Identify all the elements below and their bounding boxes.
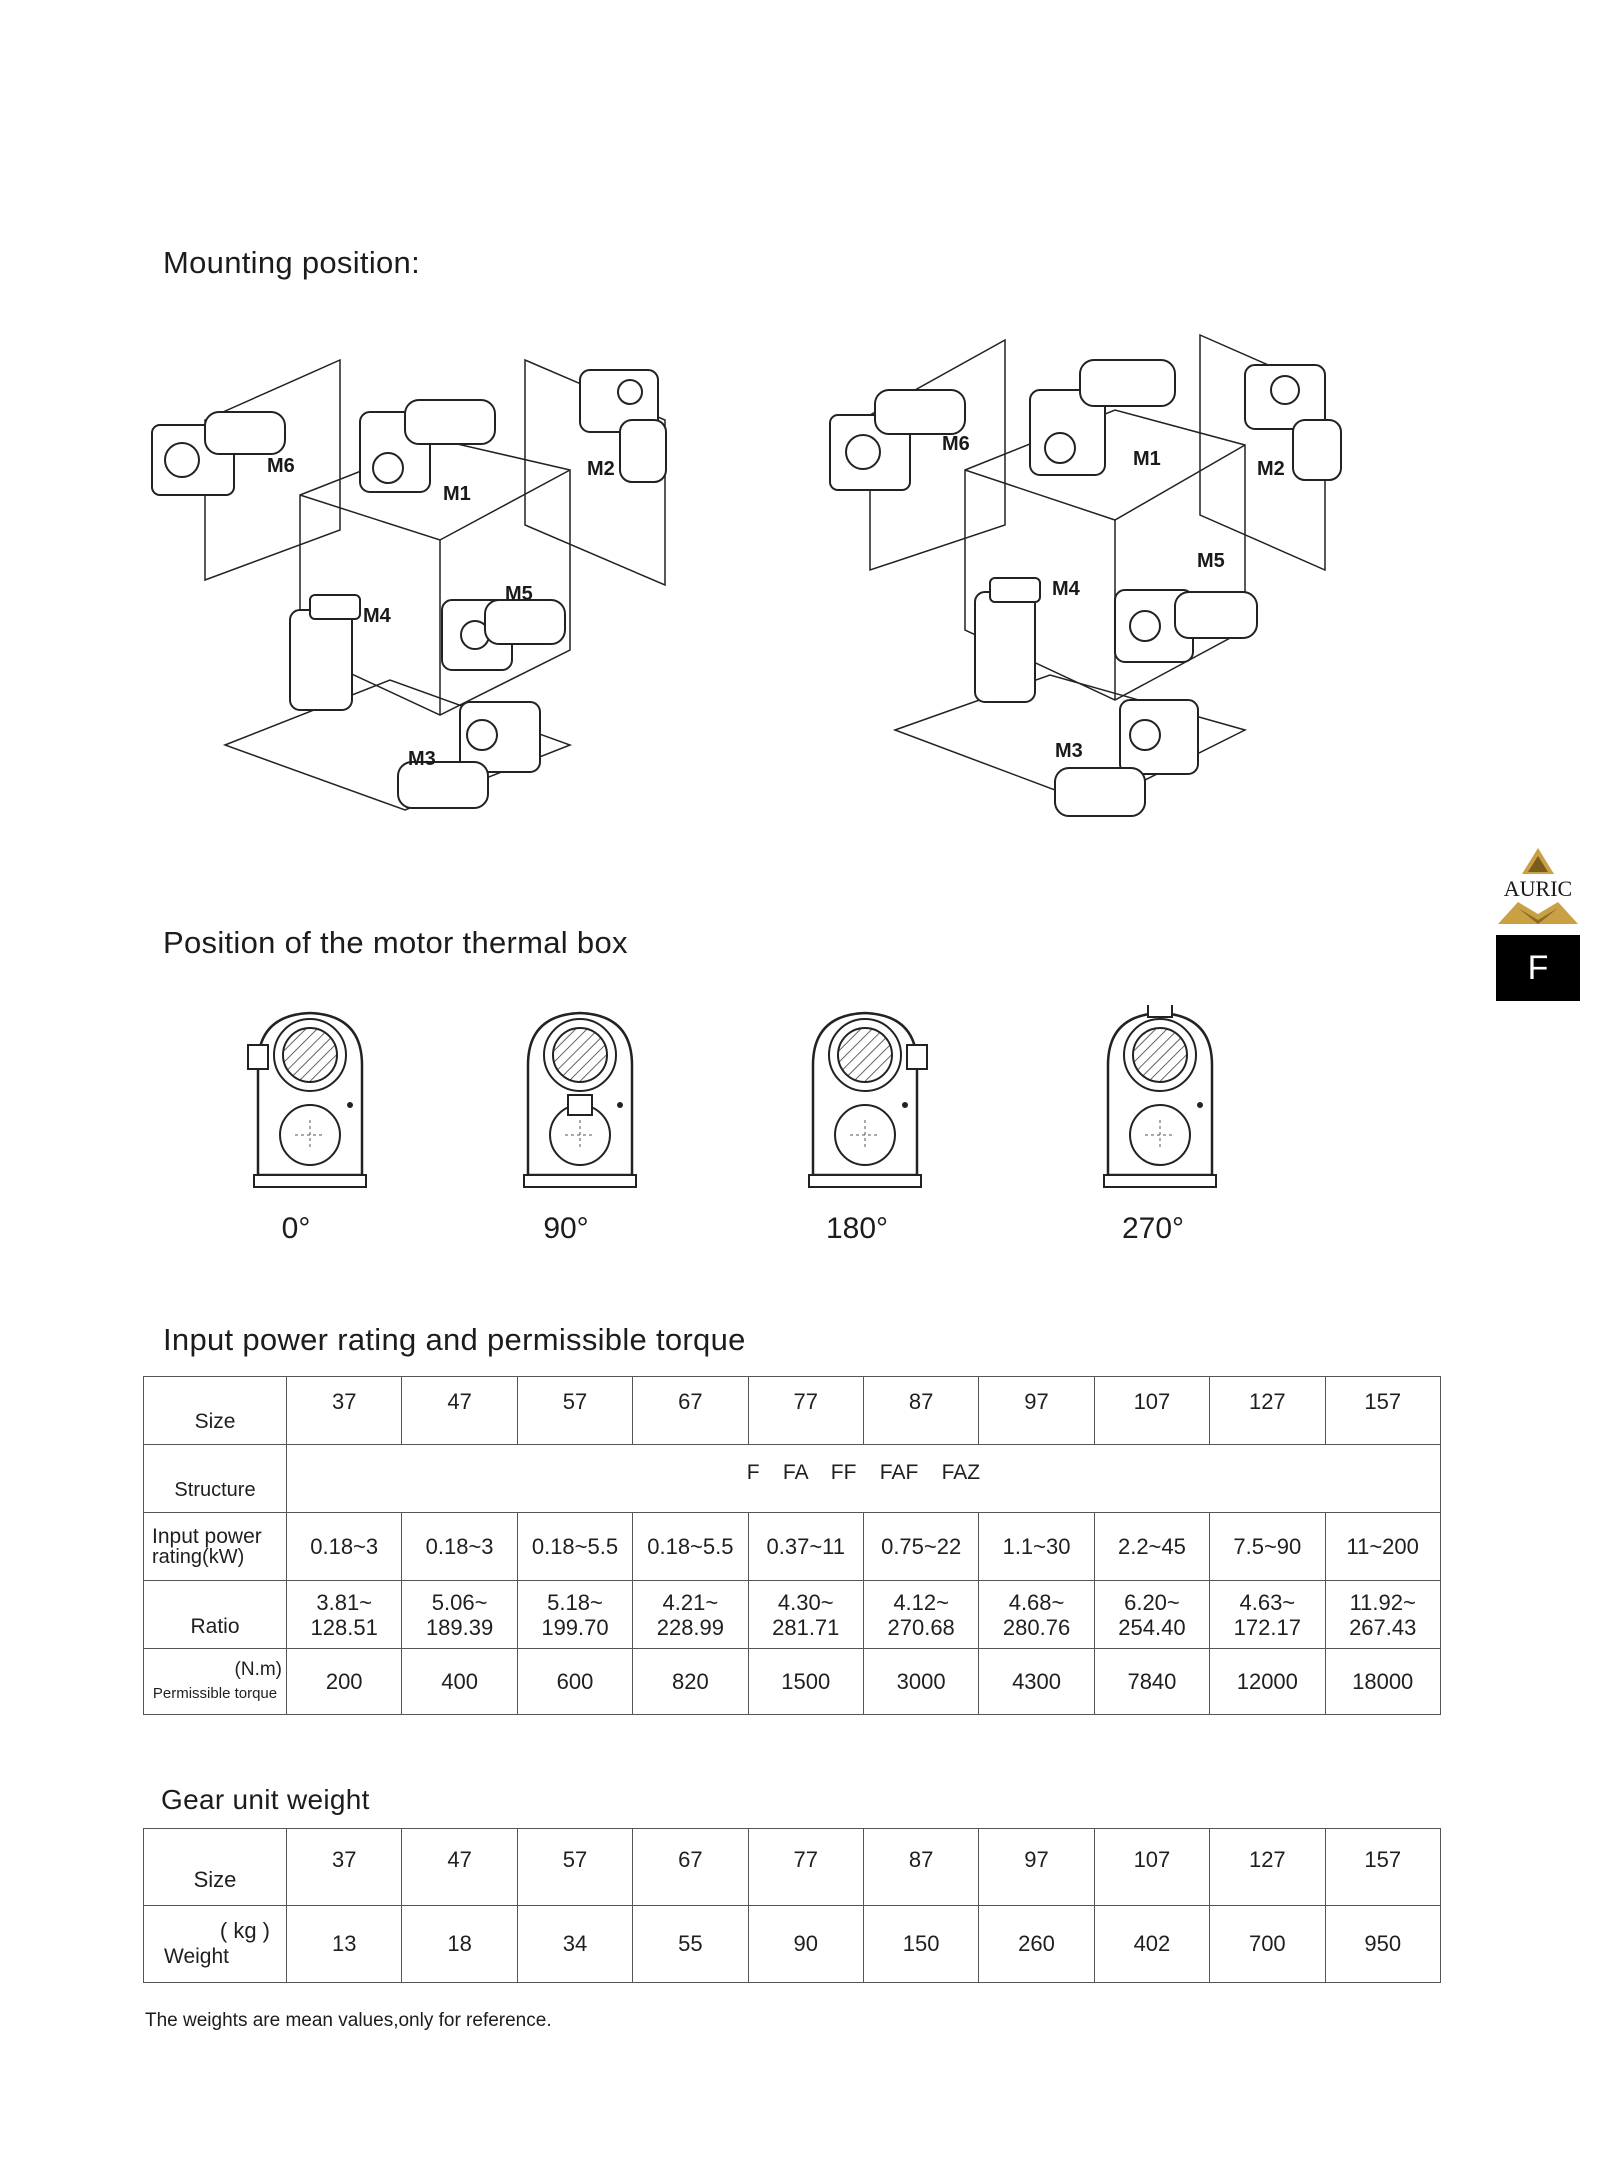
thermal-180 (809, 1013, 927, 1187)
torque-cell: 1500 (748, 1649, 863, 1715)
mount-label-m3: M3 (1055, 740, 1083, 762)
torque-cell: 7840 (1094, 1649, 1209, 1715)
power-rating-table (143, 1376, 1441, 1715)
input-power-cell: 1.1~30 (979, 1513, 1094, 1581)
weight-cell: 13 (287, 1906, 402, 1983)
structure-cell: F FA FF FAF FAZ (287, 1445, 1441, 1513)
weight-size-row (144, 1829, 1441, 1906)
mount-label-m3: M3 (408, 748, 436, 770)
input-power-cell: 2.2~45 (1094, 1513, 1209, 1581)
ratio-cell: 4.30~ 281.71 (748, 1581, 863, 1649)
weight-cell: 260 (979, 1906, 1094, 1983)
weight-row (144, 1906, 1441, 1983)
thermal-270 (1104, 1005, 1216, 1187)
weight-cell: 700 (1210, 1906, 1325, 1983)
mount-label-m6: M6 (267, 455, 295, 477)
angle-180: 180° (825, 1212, 889, 1245)
input-power-header: Input power rating(kW) (144, 1513, 287, 1581)
ratio-cell: 5.18~ 199.70 (517, 1581, 632, 1649)
size-row (144, 1377, 1441, 1445)
weight-size-cell: 97 (979, 1829, 1094, 1906)
weight-cell: 18 (402, 1906, 517, 1983)
mount-label-m1: M1 (1133, 448, 1161, 470)
size-cell: 37 (287, 1377, 402, 1445)
brand-name: AURIC (1503, 876, 1573, 901)
angle-270: 270° (1121, 1212, 1185, 1245)
size-cell: 157 (1325, 1377, 1440, 1445)
structure-header: Structure (144, 1445, 287, 1513)
input-power-row (144, 1513, 1441, 1581)
size-cell: 67 (633, 1377, 748, 1445)
mount-label-m2: M2 (1257, 458, 1285, 480)
torque-cell: 4300 (979, 1649, 1094, 1715)
mount-label-m5: M5 (505, 583, 533, 605)
thermal-box-diagrams (240, 1005, 1260, 1195)
ratio-cell: 4.21~ 228.99 (633, 1581, 748, 1649)
heading-mounting-position: Mounting position: (163, 245, 421, 280)
weight-cell: 950 (1325, 1906, 1440, 1983)
input-power-cell: 11~200 (1325, 1513, 1440, 1581)
weight-cell: 150 (863, 1906, 978, 1983)
weight-size-cell: 67 (633, 1829, 748, 1906)
torque-row (144, 1649, 1441, 1715)
torque-cell: 400 (402, 1649, 517, 1715)
weight-table (143, 1828, 1441, 1983)
weight-size-cell: 77 (748, 1829, 863, 1906)
mount-label-m4: M4 (1052, 578, 1080, 600)
size-cell: 57 (517, 1377, 632, 1445)
size-cell: 87 (863, 1377, 978, 1445)
weight-cell: 34 (517, 1906, 632, 1983)
torque-header: (N.m) Permissible torque (144, 1649, 287, 1715)
ratio-cell: 4.63~ 172.17 (1210, 1581, 1325, 1649)
ratio-cell: 3.81~ 128.51 (287, 1581, 402, 1649)
ratio-cell: 6.20~ 254.40 (1094, 1581, 1209, 1649)
torque-cell: 12000 (1210, 1649, 1325, 1715)
weight-cell: 90 (748, 1906, 863, 1983)
ratio-cell: 11.92~ 267.43 (1325, 1581, 1440, 1649)
weight-size-cell: 47 (402, 1829, 517, 1906)
input-power-cell: 0.75~22 (863, 1513, 978, 1581)
structure-row (144, 1445, 1441, 1513)
ratio-cell: 5.06~ 189.39 (402, 1581, 517, 1649)
weight-size-header: Size (144, 1829, 287, 1906)
mounting-diagram-right (815, 330, 1405, 860)
series-tab: F (1496, 935, 1580, 1001)
weight-header: ( kg ) Weight (144, 1906, 287, 1983)
weight-size-cell: 57 (517, 1829, 632, 1906)
input-power-cell: 7.5~90 (1210, 1513, 1325, 1581)
mount-label-m4: M4 (363, 605, 391, 627)
weight-size-cell: 87 (863, 1829, 978, 1906)
weight-cell: 402 (1094, 1906, 1209, 1983)
torque-cell: 600 (517, 1649, 632, 1715)
weight-size-cell: 107 (1094, 1829, 1209, 1906)
heading-power-rating: Input power rating and permissible torque (163, 1322, 746, 1357)
size-cell: 127 (1210, 1377, 1325, 1445)
weight-size-cell: 127 (1210, 1829, 1325, 1906)
size-cell: 97 (979, 1377, 1094, 1445)
torque-cell: 3000 (863, 1649, 978, 1715)
input-power-cell: 0.37~11 (748, 1513, 863, 1581)
angle-0: 0° (281, 1212, 311, 1245)
size-cell: 47 (402, 1377, 517, 1445)
weight-note: The weights are mean values,only for reference. (145, 2010, 552, 2031)
size-cell: 77 (748, 1377, 863, 1445)
ratio-cell: 4.12~ 270.68 (863, 1581, 978, 1649)
weight-size-cell: 37 (287, 1829, 402, 1906)
ratio-header: Ratio (144, 1581, 287, 1649)
ratio-row (144, 1581, 1441, 1649)
heading-thermal-box: Position of the motor thermal box (163, 925, 628, 960)
heading-gear-weight: Gear unit weight (161, 1784, 370, 1815)
torque-cell: 820 (633, 1649, 748, 1715)
input-power-cell: 0.18~5.5 (633, 1513, 748, 1581)
angle-90: 90° (543, 1212, 589, 1245)
ratio-cell: 4.68~ 280.76 (979, 1581, 1094, 1649)
input-power-cell: 0.18~3 (402, 1513, 517, 1581)
auric-logo (1496, 846, 1580, 926)
mount-label-m6: M6 (942, 433, 970, 455)
thermal-90 (524, 1013, 636, 1187)
weight-size-cell: 157 (1325, 1829, 1440, 1906)
mounting-diagram-left (130, 350, 720, 850)
weight-cell: 55 (633, 1906, 748, 1983)
thermal-0 (248, 1013, 366, 1187)
size-header: Size (144, 1377, 287, 1445)
torque-cell: 18000 (1325, 1649, 1440, 1715)
size-cell: 107 (1094, 1377, 1209, 1445)
mount-label-m2: M2 (587, 458, 615, 480)
input-power-cell: 0.18~5.5 (517, 1513, 632, 1581)
mount-label-m1: M1 (443, 483, 471, 505)
input-power-cell: 0.18~3 (287, 1513, 402, 1581)
mount-label-m5: M5 (1197, 550, 1225, 572)
torque-cell: 200 (287, 1649, 402, 1715)
